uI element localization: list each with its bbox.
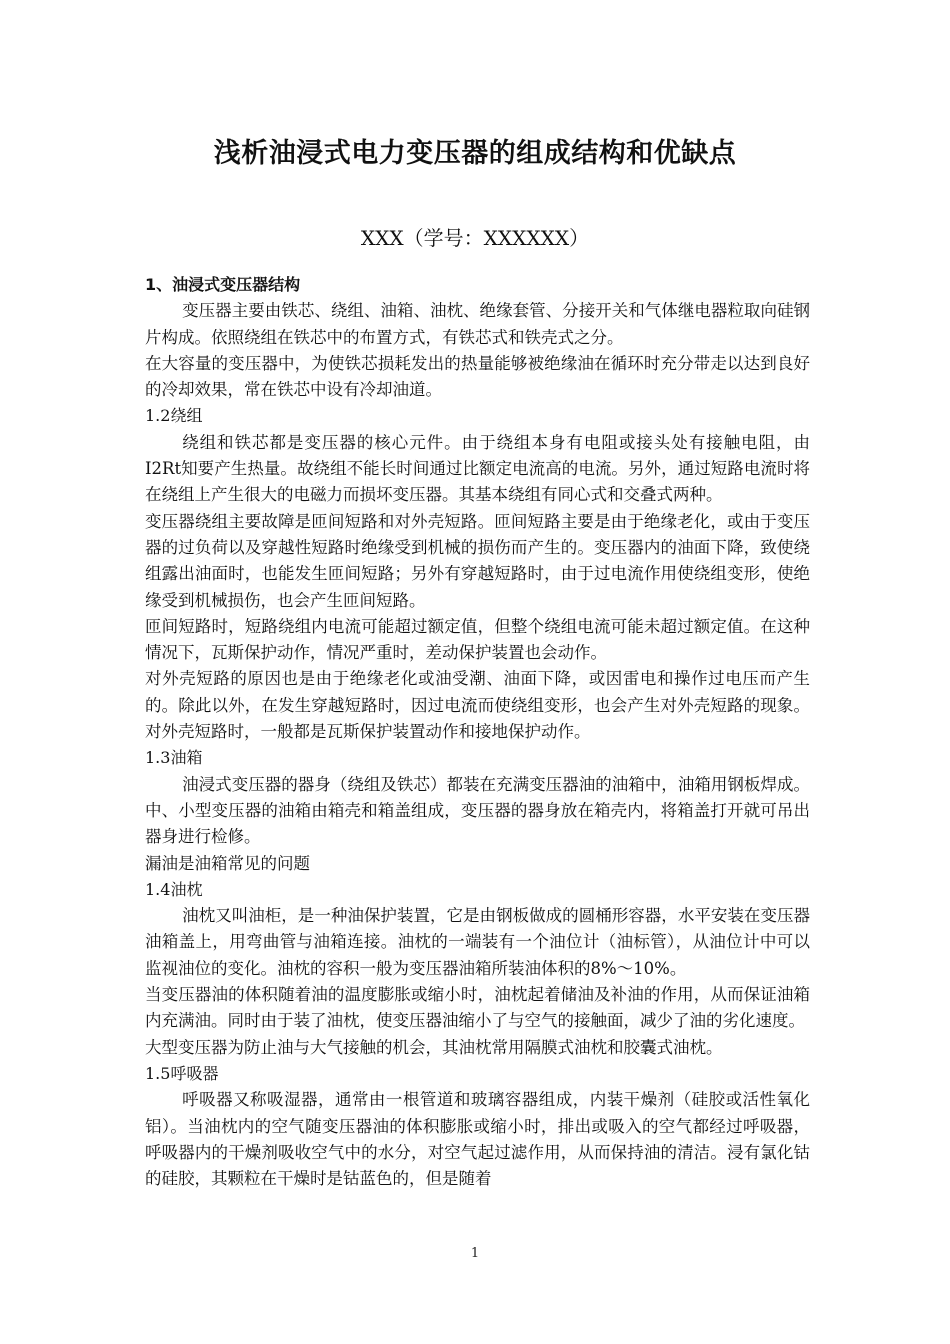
subsection-heading: 1.3油箱 [145, 748, 203, 768]
paragraph: 绕组和铁芯都是变压器的核心元件。由于绕组本身有电阻或接头处有接触电阻，由I2Rt知要产生热量。故绕组不能长时间通过比额定电流高的电流。另外，通过短路电流时将在绕组上产生很大的电磁力而损坏变压器。其基本绕组有同心式和交叠式两种。 [145, 432, 810, 505]
paragraph: 大型变压器为防止油与大气接触的机会，其油枕常用隔膜式油枕和胶囊式油枕。 [145, 1037, 723, 1057]
subsection-heading: 1.4油枕 [145, 879, 203, 899]
paragraph: 油浸式变压器的器身（绕组及铁芯）都装在充满变压器油的油箱中，油箱用钢板焊成。中、小型变压器的油箱由箱壳和箱盖组成，变压器的器身放在箱壳内，将箱盖打开就可吊出器身进行检修。 [145, 774, 810, 847]
paragraph: 在大容量的变压器中，为使铁芯损耗发出的热量能够被绝缘油在循环时充分带走以达到良好的冷却效果，常在铁芯中设有冷却油道。 [145, 353, 810, 400]
paragraph: 变压器主要由铁芯、绕组、油箱、油枕、绝缘套管、分接开关和气体继电器粒取向硅钢片构成。依照绕组在铁芯中的布置方式，有铁芯式和铁壳式之分。 [145, 301, 810, 347]
author-line: XXX（学号：XXXXXX） [360, 226, 590, 250]
paragraph: 呼吸器又称吸湿器，通常由一根管道和玻璃容器组成，内装干燥剂（硅胶或活性氧化铝）。当油枕内的空气随变压器油的体积膨胀或缩小时，排出或吸入的空气都经过呼吸器，呼吸器内的干燥剂吸收空气中的水分，对空气起过滤作用，从而保持油的清洁。浸有氯化钴的硅胶，其颗粒在干燥时是钴蓝色的，但是随着 [145, 1090, 810, 1189]
paragraph: 匝间短路时，短路绕组内电流可能超过额定值，但整个绕组电流可能未超过额定值。在这种情况下，瓦斯保护动作，情况严重时，差动保护装置也会动作。 [145, 616, 810, 663]
section-heading: 1、油浸式变压器结构 [145, 275, 301, 294]
page-number: 1 [470, 1246, 480, 1261]
paragraph: 油枕又叫油柜，是一种油保护装置，它是由钢板做成的圆桶形容器，水平安装在变压器油箱盖上，用弯曲管与油箱连接。油枕的一端装有一个油位计（油标管），从油位计中可以监视油位的变化。油枕的容积一般为变压器油箱所装油体积的8%～10%。 [145, 906, 810, 978]
document-body [145, 272, 810, 1192]
document-title: 浅析油浸式电力变压器的组成结构和优缺点 [213, 138, 737, 169]
subsection-heading: 1.5呼吸器 [145, 1063, 219, 1083]
subsection-heading: 1.2绕组 [145, 406, 203, 426]
paragraph: 漏油是油箱常见的问题 [145, 853, 310, 873]
paragraph: 当变压器油的体积随着油的温度膨胀或缩小时，油枕起着储油及补油的作用，从而保证油箱内充满油。同时由于装了油枕，使变压器油缩小了与空气的接触面，减少了油的劣化速度。 [145, 985, 810, 1031]
paragraph: 变压器绕组主要故障是匝间短路和对外壳短路。匝间短路主要是由于绝缘老化，或由于变压器的过负荷以及穿越性短路时绝缘受到机械的损伤而产生的。变压器内的油面下降，致使绕组露出油面时，也能发生匝间短路；另外有穿越短路时，由于过电流作用使绕组变形，使绝缘受到机械损伤，也会产生匝间短路。 [145, 511, 810, 610]
paragraph: 对外壳短路的原因也是由于绝缘老化或油受潮、油面下降，或因雷电和操作过电压而产生的。除此以外，在发生穿越短路时，因过电流而使绕组变形，也会产生对外壳短路的现象。对外壳短路时，一般都是瓦斯保护装置动作和接地保护动作。 [145, 669, 810, 742]
